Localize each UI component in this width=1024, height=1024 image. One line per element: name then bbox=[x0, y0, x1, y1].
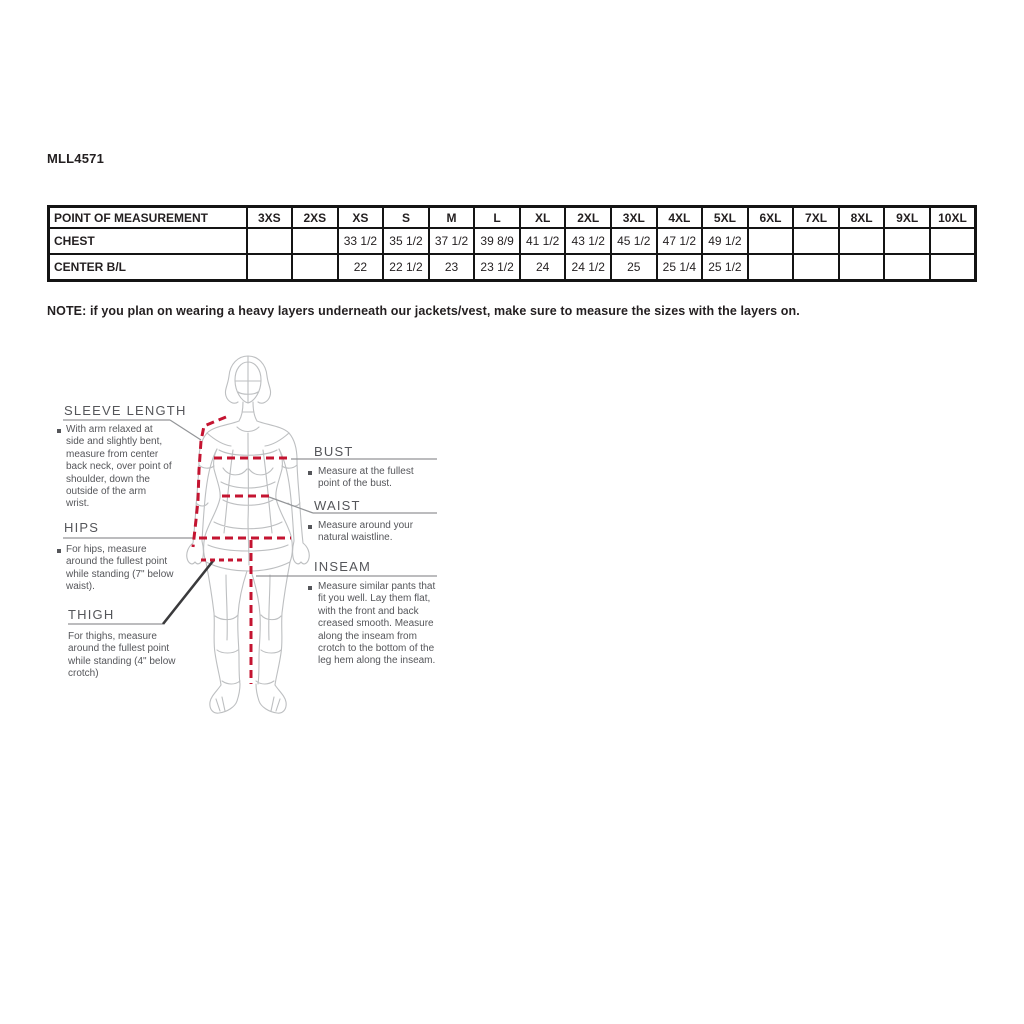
col-header-10xl: 10XL bbox=[930, 207, 976, 229]
col-header-4xl: 4XL bbox=[657, 207, 703, 229]
cell: 23 1/2 bbox=[474, 254, 520, 281]
cell: 22 bbox=[338, 254, 384, 281]
cell bbox=[247, 228, 293, 254]
cell: 41 1/2 bbox=[520, 228, 566, 254]
inseam-description: Measure similar pants that fit you well. Lay them flat, with the front and back creased smooth. Measure along the inseam from crotch to the bottom of the leg hem along the inseam. bbox=[318, 581, 436, 667]
col-header-2xs: 2XS bbox=[292, 207, 338, 229]
col-header-9xl: 9XL bbox=[884, 207, 930, 229]
col-header-s: S bbox=[383, 207, 429, 229]
cell: 25 bbox=[611, 254, 657, 281]
thigh-heading: THIGH bbox=[68, 607, 115, 622]
cell bbox=[292, 254, 338, 281]
bust-heading: BUST bbox=[314, 444, 354, 459]
layers-note: NOTE: if you plan on wearing a heavy layers underneath our jackets/vest, make sure to measure the sizes with the layers on. bbox=[47, 304, 800, 318]
cell: 25 1/2 bbox=[702, 254, 748, 281]
hips-description: For hips, measure around the fullest point while standing (7" below waist). bbox=[66, 544, 174, 593]
bullet-square-icon bbox=[308, 471, 312, 475]
col-header-m: M bbox=[429, 207, 475, 229]
col-header-7xl: 7XL bbox=[793, 207, 839, 229]
size-table-header-row bbox=[49, 207, 976, 229]
bullet-square-icon bbox=[57, 429, 61, 433]
cell bbox=[748, 228, 794, 254]
body-figure-icon bbox=[187, 356, 310, 713]
sleeve-length-description: With arm relaxed at side and slightly bent, measure from center back neck, over point of shoulder, down the outside of the arm wrist. bbox=[66, 424, 172, 510]
thigh-description: For thighs, measure around the fullest point while standing (4" below crotch) bbox=[68, 631, 176, 680]
cell: 49 1/2 bbox=[702, 228, 748, 254]
cell bbox=[247, 254, 293, 281]
inseam-heading: INSEAM bbox=[314, 559, 372, 574]
cell bbox=[930, 254, 976, 281]
waist-heading: WAIST bbox=[314, 498, 361, 513]
cell: 45 1/2 bbox=[611, 228, 657, 254]
sleeve-measure-line bbox=[193, 417, 226, 547]
cell: 37 1/2 bbox=[429, 228, 475, 254]
row-label-center-bl: CENTER B/L bbox=[49, 254, 247, 281]
cell bbox=[839, 228, 885, 254]
cell bbox=[292, 228, 338, 254]
bullet-square-icon bbox=[57, 549, 61, 553]
cell: 43 1/2 bbox=[565, 228, 611, 254]
col-header-3xl: 3XL bbox=[611, 207, 657, 229]
cell: 22 1/2 bbox=[383, 254, 429, 281]
cell: 24 bbox=[520, 254, 566, 281]
bullet-square-icon bbox=[308, 525, 312, 529]
col-header-point-of-measurement: POINT OF MEASUREMENT bbox=[49, 207, 247, 229]
cell: 35 1/2 bbox=[383, 228, 429, 254]
col-header-6xl: 6XL bbox=[748, 207, 794, 229]
cell: 33 1/2 bbox=[338, 228, 384, 254]
waist-description: Measure around your natural waistline. bbox=[318, 520, 414, 544]
cell: 24 1/2 bbox=[565, 254, 611, 281]
cell: 39 8/9 bbox=[474, 228, 520, 254]
row-label-chest: CHEST bbox=[49, 228, 247, 254]
col-header-2xl: 2XL bbox=[565, 207, 611, 229]
cell bbox=[884, 228, 930, 254]
col-header-xs: XS bbox=[338, 207, 384, 229]
bust-description: Measure at the fullest point of the bust. bbox=[318, 466, 414, 490]
hips-heading: HIPS bbox=[64, 520, 100, 535]
sleeve-length-heading: SLEEVE LENGTH bbox=[64, 403, 187, 418]
col-header-5xl: 5XL bbox=[702, 207, 748, 229]
col-header-3xs: 3XS bbox=[247, 207, 293, 229]
cell: 47 1/2 bbox=[657, 228, 703, 254]
col-header-l: L bbox=[474, 207, 520, 229]
size-table bbox=[47, 205, 977, 282]
bullet-square-icon bbox=[308, 586, 312, 590]
product-code: MLL4571 bbox=[47, 151, 105, 166]
col-header-8xl: 8XL bbox=[839, 207, 885, 229]
cell bbox=[884, 254, 930, 281]
cell bbox=[930, 228, 976, 254]
col-header-xl: XL bbox=[520, 207, 566, 229]
table-row-chest bbox=[49, 228, 976, 254]
cell: 25 1/4 bbox=[657, 254, 703, 281]
table-row-center-bl bbox=[49, 254, 976, 281]
cell: 23 bbox=[429, 254, 475, 281]
cell bbox=[793, 254, 839, 281]
cell bbox=[748, 254, 794, 281]
cell bbox=[839, 254, 885, 281]
cell bbox=[793, 228, 839, 254]
